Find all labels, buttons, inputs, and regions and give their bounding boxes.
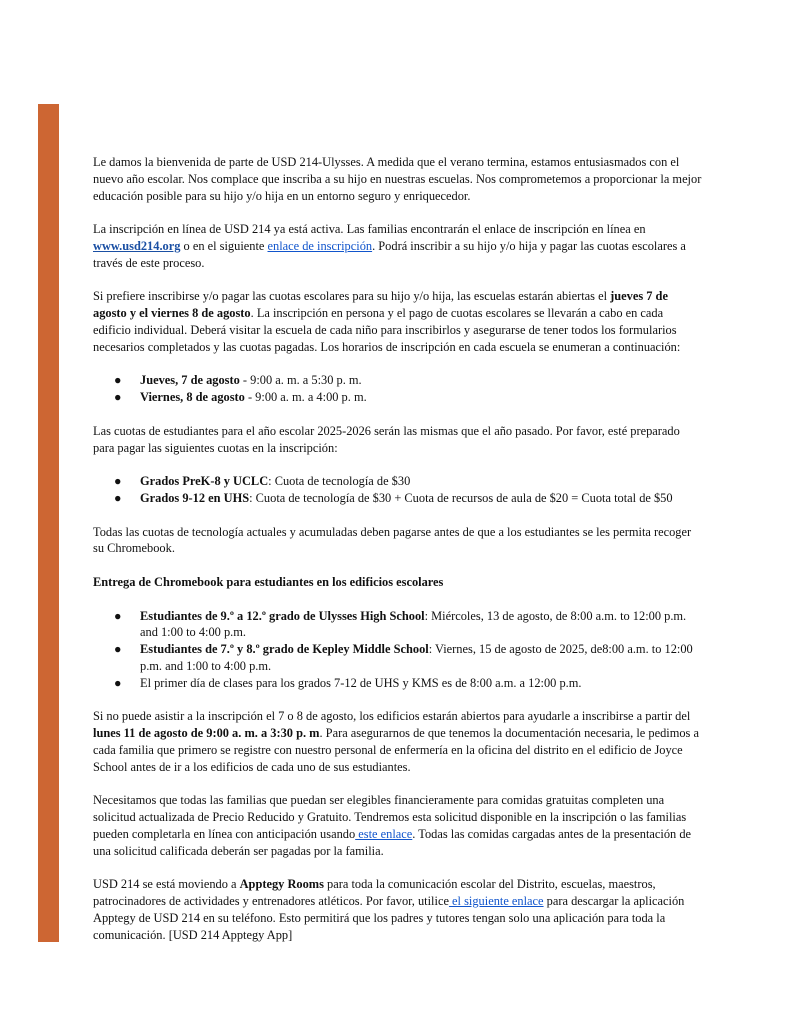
- usd214-site-link[interactable]: www.usd214.org: [93, 238, 181, 253]
- chromebook-list: [93, 608, 703, 692]
- late-enrollment-paragraph: Si no puede asistir a la inscripción el 7 o 8 de agosto, los edificios estarán abiertos para ayudarle a inscribirse a partir del lunes 11 de agosto de 9:00 a. m. a 3:30 p. m. Para asegurarnos de que tenemos la documentación necesaria, le pedimos a cada familia que primero se registre con nuestro personal de enfermería en la oficina del distrito en el edificio de Joyce School antes de ir a los edificios de cada uno de sus estudiantes.: [93, 709, 699, 774]
- list-item: ● Jueves, 7 de agosto - 9:00 a. m. a 5:30 p. m.: [114, 373, 362, 388]
- letter-body: [93, 154, 703, 943]
- in-person-paragraph: Si prefiere inscribirse y/o pagar las cuotas escolares para su hijo y/o hija, las escuelas estarán abiertas el jueves 7 de agosto y el viernes 8 de agosto. La inscripción en persona y el pago de cuotas escolares se llevarán a cabo en cada edificio individual. Deberá visitar la escuela de cada niño para inscribirlos y asegurarse de tener todos los formularios necesarios completados y las cuotas pagadas. Los horarios de inscripción en cada escuela se enumeran a continuación:: [93, 289, 681, 354]
- list-item: ● Grados PreK-8 y UCLC: Cuota de tecnología de $30: [114, 474, 411, 489]
- welcome-paragraph: Le damos la bienvenida de parte de USD 214-Ulysses. A medida que el verano termina, estamos entusiasmados con el nuevo año escolar. Nos complace que inscriba a su hijo en nuestras escuelas. Nos comprometemos a proporcionar la mejor educación posible para su hijo y/o hija en un entorno seguro y enriquecedor.: [93, 155, 702, 203]
- fees-intro-paragraph: Las cuotas de estudiantes para el año escolar 2025-2026 serán las mismas que el año pasado. Por favor, esté preparado para pagar las siguientes cuotas en la inscripción:: [93, 423, 680, 455]
- list-item: ● Estudiantes de 7.º y 8.º grado de Kepley Middle School: Viernes, 15 de agosto de 2025, de8:00 a.m. to 12:00 p.m. and 1:00 to 4:00 p.m.: [114, 642, 693, 673]
- bullet-icon: ●: [114, 490, 122, 505]
- bullet-icon: ●: [114, 390, 122, 405]
- apptegy-download-link[interactable]: el siguiente enlace: [448, 894, 544, 909]
- fees-list: [93, 473, 703, 507]
- tech-fees-note: Todas las cuotas de tecnología actuales y acumuladas deben pagarse antes de que a los estudiantes se les permita recoger su Chromebook.: [93, 524, 692, 556]
- bullet-icon: ●: [114, 373, 122, 388]
- bullet-icon: ●: [114, 675, 122, 690]
- meal-application-link[interactable]: este enlace: [355, 826, 413, 841]
- bullet-icon: ●: [114, 608, 122, 623]
- bullet-icon: ●: [114, 642, 122, 657]
- list-item: ● Viernes, 8 de agosto - 9:00 a. m. a 4:00 p. m.: [114, 390, 367, 405]
- list-item: ● El primer día de clases para los grados 7-12 de UHS y KMS es de 8:00 a.m. a 12:00 p.m.: [114, 675, 582, 690]
- list-item: ● Grados 9-12 en UHS: Cuota de tecnología de $30 + Cuota de recursos de aula de $20 = Cuota total de $50: [114, 490, 673, 505]
- chromebook-heading: Entrega de Chromebook para estudiantes en los edificios escolares: [93, 574, 444, 589]
- bullet-icon: ●: [114, 474, 122, 489]
- meals-paragraph: Necesitamos que todas las familias que puedan ser elegibles financieramente para comidas gratuitas completen una solicitud actualizada de Precio Reducido y Gratuito. Tendremos esta solicitud disponible en la inscripción o las familias pueden completarla en línea con anticipación usando este enlace. Todas las comidas cargadas antes de la presentación de una solicitud calificada deberán ser pagadas por la familia.: [93, 793, 692, 858]
- accent-side-bar: [38, 104, 59, 942]
- schedule-list: [93, 372, 703, 406]
- apptegy-paragraph: USD 214 se está moviendo a Apptegy Rooms para toda la comunicación escolar del Distrito, escuelas, maestros, patrocinadores de actividades y entrenadores atléticos. Por favor, utilice el siguiente enlace para descargar la aplicación Apptegy de USD 214 en su teléfono. Esto permitirá que los padres y tutores tengan solo una aplicación para toda la comunicación. [USD 214 Apptegy App]: [93, 877, 685, 942]
- online-enrollment-paragraph: La inscripción en línea de USD 214 ya está activa. Las familias encontrarán el enlace de inscripción en línea en www.usd214.org o en el siguiente enlace de inscripción. Podrá inscribir a su hijo y/o hija y pagar las cuotas escolares a través de este proceso.: [93, 222, 686, 270]
- enrollment-link[interactable]: enlace de inscripción: [267, 238, 373, 253]
- list-item: ● Estudiantes de 9.º a 12.º grado de Ulysses High School: Miércoles, 13 de agosto, de 8:00 a.m. to 12:00 p.m. and 1:00 to 4:00 p.m.: [114, 608, 687, 640]
